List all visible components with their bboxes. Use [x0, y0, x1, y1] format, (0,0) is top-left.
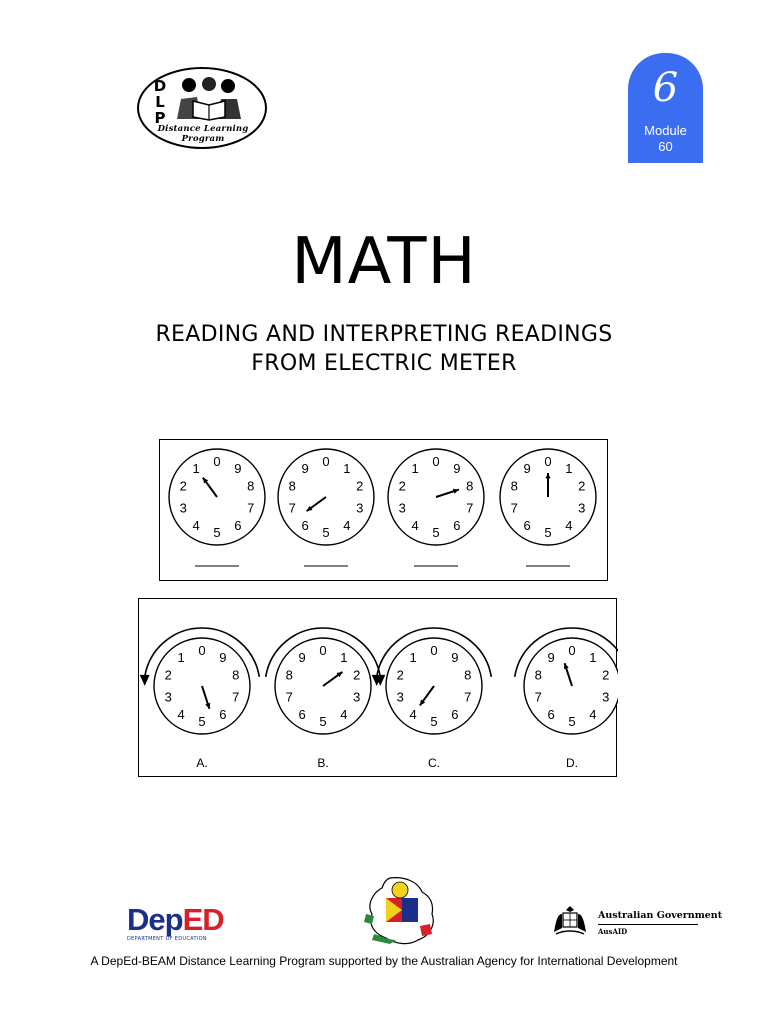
dial-number: 5 [430, 714, 438, 730]
dial-number: 6 [219, 707, 227, 723]
dial-number: 1 [177, 649, 185, 665]
deped-word-1: Dep [127, 902, 183, 937]
dial-number: 7 [466, 500, 474, 516]
meter-dials-2 [139, 599, 618, 778]
dial-number: 2 [353, 667, 361, 683]
dial-number: 3 [398, 500, 406, 516]
dial-number: 9 [219, 649, 227, 665]
module-title [0, 320, 768, 378]
dial-number: 1 [565, 460, 573, 476]
grade-number: 6 [652, 65, 679, 111]
dial-number: 0 [322, 453, 330, 469]
module-number: 60 [658, 139, 673, 154]
australian-government-logo [550, 902, 723, 942]
dial-number: 5 [544, 525, 552, 541]
dial-number: 6 [547, 707, 555, 723]
coat-of-arms-icon [550, 902, 590, 938]
dial-number: 6 [298, 707, 306, 723]
dial-number: 4 [192, 518, 200, 534]
dial-label: B. [317, 756, 329, 770]
deped-tagline: DEPARTMENT OF EDUCATION [127, 936, 207, 942]
dial-number: 3 [179, 500, 187, 516]
dial-number: 2 [602, 667, 610, 683]
footer-logos [0, 868, 768, 948]
dial-number: 9 [234, 460, 242, 476]
dial-number: 6 [451, 707, 459, 723]
meter-set-2-dial-2 [266, 628, 386, 770]
dial-number: 4 [177, 707, 185, 723]
dial-number: 8 [285, 667, 293, 683]
dial-number: 1 [340, 649, 348, 665]
dial-number: 9 [451, 649, 459, 665]
meter-set-2-dial-3 [372, 628, 492, 770]
dial-number: 2 [179, 478, 187, 494]
dial-number: 5 [198, 714, 206, 730]
meter-dials-1 [160, 440, 609, 582]
deped-logo [127, 904, 227, 942]
dial-number: 7 [285, 689, 293, 705]
dial-number: 4 [411, 518, 419, 534]
dial-number: 0 [213, 453, 221, 469]
dial-number: 0 [319, 642, 327, 658]
dial-number: 8 [288, 478, 296, 494]
dial-number: 9 [298, 649, 306, 665]
dial-number: 4 [343, 518, 351, 534]
dial-number: 3 [164, 689, 172, 705]
dial-number: 3 [356, 500, 364, 516]
meter-set-1-dial-2 [278, 449, 374, 545]
aus-divider [598, 924, 698, 925]
dial-number: 7 [247, 500, 255, 516]
meter-exercise-2 [138, 598, 617, 777]
dial-number: 0 [198, 642, 206, 658]
dial-number: 6 [301, 518, 309, 534]
dlp-logo-name: Distance Learning Program [157, 124, 249, 144]
dial-number: 8 [464, 667, 472, 683]
dial-number: 6 [234, 518, 242, 534]
dial-number: 2 [356, 478, 364, 494]
dial-number: 4 [340, 707, 348, 723]
dial-number: 7 [464, 689, 472, 705]
meter-set-1-dial-1 [169, 449, 265, 545]
dial-number: 8 [466, 478, 474, 494]
dial-number: 6 [523, 518, 531, 534]
dial-number: 0 [568, 642, 576, 658]
dial-number: 5 [322, 525, 330, 541]
module-title-line-1: READING AND INTERPRETING READINGS [155, 322, 613, 347]
dial-number: 3 [602, 689, 610, 705]
dial-label: C. [428, 756, 440, 770]
dial-number: 4 [589, 707, 597, 723]
dial-number: 4 [409, 707, 417, 723]
deped-word-2: ED [182, 902, 224, 937]
dial-number: 5 [213, 525, 221, 541]
dial-number: 8 [232, 667, 240, 683]
dial-number: 9 [547, 649, 555, 665]
dial-label: D. [566, 756, 578, 770]
meter-set-2-dial-1 [140, 628, 260, 770]
dial-number: 8 [534, 667, 542, 683]
module-badge [628, 53, 703, 163]
meter-exercise-1 [159, 439, 608, 581]
dial-number: 0 [544, 453, 552, 469]
dial-number: 2 [396, 667, 404, 683]
meter-set-1-dial-4 [500, 449, 596, 545]
footer-text: A DepEd-BEAM Distance Learning Program supported by the Australian Agency for International Development [90, 954, 678, 968]
dial-number: 0 [432, 453, 440, 469]
meter-set-2-dial-4 [515, 628, 618, 770]
dial-number: 1 [343, 460, 351, 476]
dial-number: 6 [453, 518, 461, 534]
dial-number: 8 [247, 478, 255, 494]
rotation-arrowhead-icon [140, 675, 150, 686]
dial-number: 9 [453, 460, 461, 476]
module-title-line-2: FROM ELECTRIC METER [251, 351, 517, 376]
dial-number: 0 [430, 642, 438, 658]
dial-number: 9 [523, 460, 531, 476]
subject-title: MATH [291, 225, 477, 299]
dial-number: 2 [578, 478, 586, 494]
dlp-logo-abbr: DLP [153, 77, 167, 127]
dial-number: 5 [319, 714, 327, 730]
dial-number: 8 [510, 478, 518, 494]
dial-number: 5 [568, 714, 576, 730]
module-label: Module [644, 123, 687, 138]
dial-number: 9 [301, 460, 309, 476]
dial-number: 7 [510, 500, 518, 516]
dial-number: 7 [232, 689, 240, 705]
dial-number: 7 [288, 500, 296, 516]
ausaid-text: AusAID [598, 927, 628, 936]
dial-number: 2 [164, 667, 172, 683]
dial-number: 3 [578, 500, 586, 516]
dial-number: 3 [353, 689, 361, 705]
dial-number: 7 [534, 689, 542, 705]
dial-number: 5 [432, 525, 440, 541]
dial-number: 1 [411, 460, 419, 476]
meter-set-1-dial-3 [388, 449, 484, 545]
australian-government-text: Australian Government [598, 910, 723, 921]
reading-children-icon [171, 75, 247, 121]
dial-number: 3 [396, 689, 404, 705]
beam-logo-icon [360, 874, 442, 946]
dlp-logo [137, 67, 267, 149]
dial-label: A. [196, 756, 208, 770]
dial-number: 1 [192, 460, 200, 476]
dial-number: 2 [398, 478, 406, 494]
dial-number: 1 [409, 649, 417, 665]
dial-number: 1 [589, 649, 597, 665]
dial-number: 4 [565, 518, 573, 534]
